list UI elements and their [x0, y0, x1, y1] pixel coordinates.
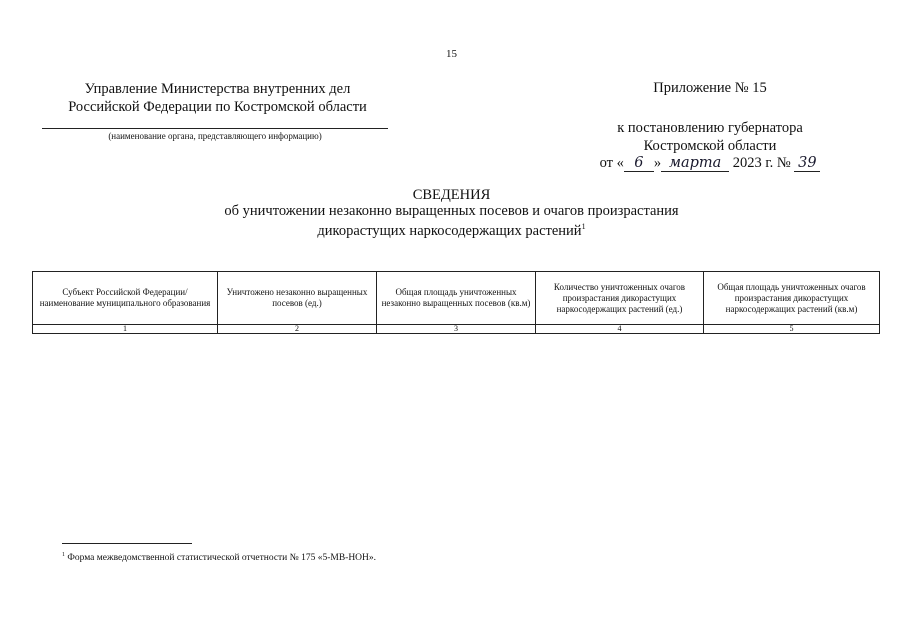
footnote — [62, 552, 376, 563]
column-header: Количество уничтоженных очагов произрастания дикорастущих наркосодержащих растений (ед.) — [536, 272, 704, 325]
annex-title: Приложение № 15 — [653, 80, 767, 96]
column-number: 3 — [377, 325, 536, 334]
organization-name — [40, 80, 395, 116]
annex-to-line-2: Костромской области — [643, 138, 777, 154]
footnote-mark: 1 — [62, 552, 65, 558]
column-header: Общая площадь уничтоженных очагов произрастания дикорастущих наркосодержащих растений (кв.м) — [704, 272, 880, 325]
annex-to-line-1: к постановлению губернатора — [617, 120, 803, 136]
column-header: Субъект Российской Федерации/ наименование муниципального образования — [33, 272, 218, 325]
column-number: 2 — [218, 325, 377, 334]
page-number: 15 — [446, 48, 457, 60]
heading-line-3: дикорастущих наркосодержащих растений — [317, 222, 582, 239]
column-header: Общая площадь уничтоженных незаконно выращенных посевов (кв.м) — [377, 272, 536, 325]
date-mid: » — [653, 155, 662, 171]
date-year: 2023 г. № — [732, 155, 791, 171]
footnote-text: Форма межведомственной статистической отчетности № 175 «5-МВ-НОН». — [65, 553, 377, 564]
date-month-handwritten: марта — [661, 156, 729, 172]
organization-line-2: Российской Федерации по Костромской области — [68, 99, 367, 115]
date-prefix: от « — [599, 155, 624, 171]
footnote-rule — [62, 543, 192, 544]
heading-line-2: об уничтожении незаконно выращенных посевов и очагов произрастания — [224, 203, 679, 219]
column-number: 5 — [704, 325, 880, 334]
column-number: 1 — [33, 325, 218, 334]
heading-footnote-mark: 1 — [581, 222, 586, 231]
organization-rule — [42, 128, 388, 129]
organization-line-1: Управление Министерства внутренних дел — [84, 81, 351, 97]
data-table — [32, 271, 880, 334]
annex-date-line — [560, 155, 860, 172]
annex-reference — [560, 119, 860, 155]
column-header: Уничтожено незаконно выращенных посевов (ед.) — [218, 272, 377, 325]
organization-caption: (наименование органа, представляющего информацию) — [108, 131, 322, 141]
column-number: 4 — [536, 325, 704, 334]
date-day-handwritten: 6 — [624, 156, 654, 172]
heading-title: СВЕДЕНИЯ — [412, 187, 491, 203]
document-heading — [0, 187, 903, 239]
table-header-row — [33, 272, 880, 325]
doc-number-handwritten: 39 — [794, 156, 820, 172]
table-number-row — [33, 325, 880, 334]
